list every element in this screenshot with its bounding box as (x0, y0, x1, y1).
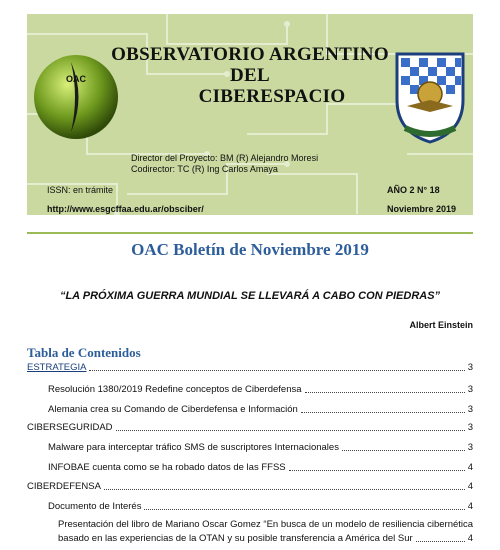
website-link[interactable]: http://www.esgcffaa.edu.ar/obsciber/ (47, 204, 204, 214)
banner-title-line2: DEL (230, 65, 270, 86)
header-banner (27, 14, 473, 215)
epigraph-quote: “LA PRÓXIMA GUERRA MUNDIAL SE LLEVARÁ A CABO CON PIEDRAS” (59, 290, 441, 302)
toc-entry-documento[interactable]: Documento de Interés 4 (48, 501, 473, 512)
issn-text: ISSN: en trámite (47, 185, 114, 195)
toc-entry-resolucion[interactable]: Resolución 1380/2019 Redefine conceptos de Ciberdefensa 3 (48, 384, 473, 395)
toc-entry-presentacion-line1[interactable]: Presentación del libro de Mariano Oscar Gomez “En busca de un modelo de resiliencia cibernética (58, 519, 474, 530)
director-text: Director del Proyecto: BM (R) Alejandro Moresi (131, 153, 319, 163)
codirector-text: Codirector: TC (R) Ing Carlos Amaya (131, 164, 278, 174)
toc-entry-alemania[interactable]: Alemania crea su Comando de Ciberdefensa e Información 3 (48, 404, 473, 415)
epigraph-author: Albert Einstein (409, 320, 473, 330)
svg-text:OAC: OAC (66, 74, 86, 84)
header-divider (27, 232, 473, 234)
toc-entry-presentacion[interactable]: basado en las experiencias de la OTAN y su posible transferencia a América del Sur 4 (58, 533, 473, 544)
toc-entry-infobae[interactable]: INFOBAE cuenta como se ha robado datos de las FFSS 4 (48, 462, 473, 473)
banner-title-line3: CIBERESPACIO (198, 86, 346, 107)
institution-shield-icon (393, 50, 467, 146)
issue-date: Noviembre 2019 (387, 204, 457, 214)
toc-entry-malware[interactable]: Malware para interceptar tráfico SMS de suscriptores Internacionales 3 (48, 442, 473, 453)
banner-title-line1: OBSERVATORIO ARGENTINO (111, 44, 389, 65)
toc-entry-ciberseguridad[interactable]: CIBERSEGURIDAD 3 (27, 422, 473, 433)
issue-number: AÑO 2 N° 18 (387, 185, 440, 195)
toc-entry-ciberdefensa[interactable]: CIBERDEFENSA 4 (27, 481, 473, 492)
toc-entry-estrategia[interactable]: ESTRATEGIA 3 (27, 362, 473, 373)
bulletin-title: OAC Boletín de Noviembre 2019 (131, 240, 369, 259)
toc-heading: Tabla de Contenidos (27, 345, 141, 360)
